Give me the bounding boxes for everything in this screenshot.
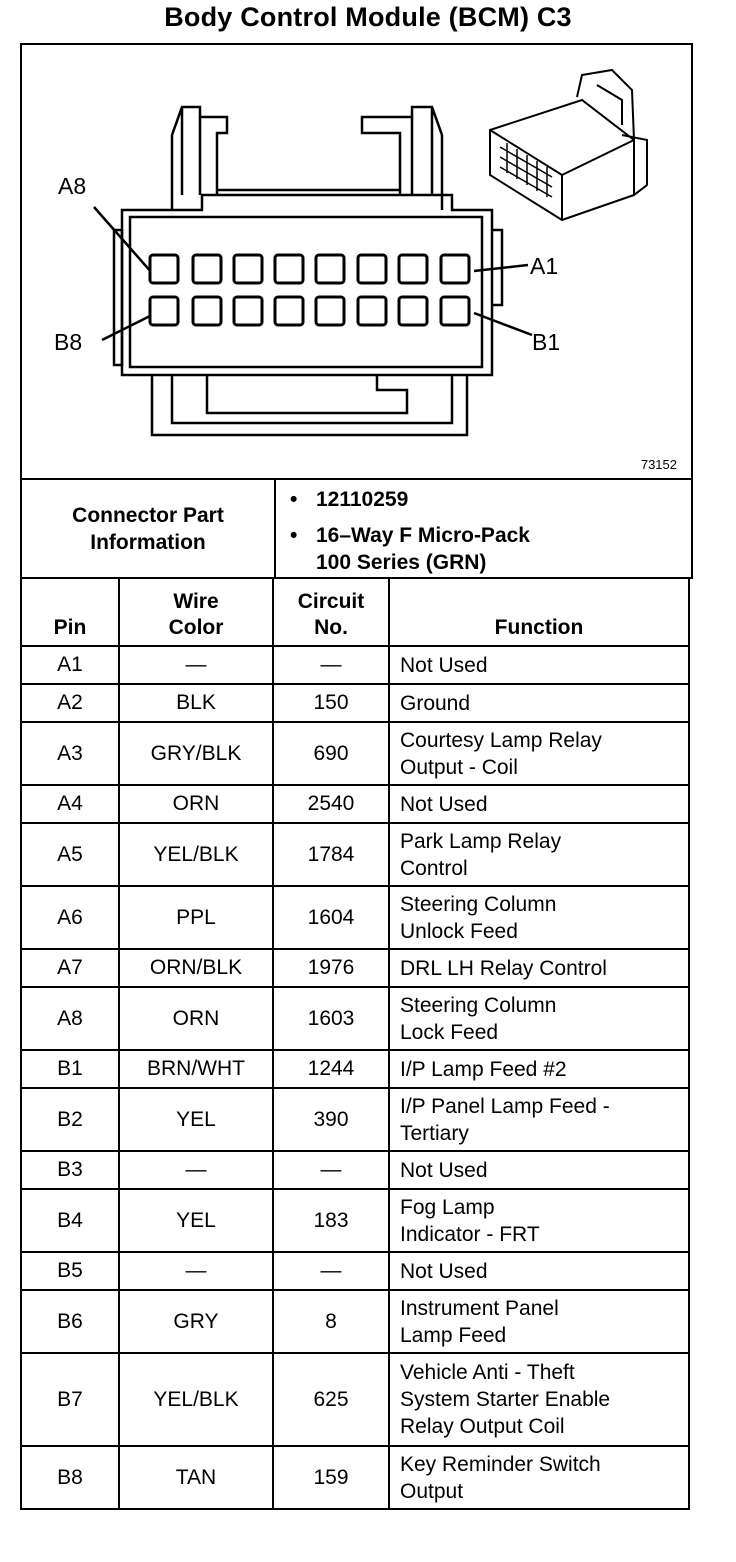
pin-cell: A6 bbox=[21, 886, 119, 949]
wire-color-cell: — bbox=[119, 1252, 273, 1290]
pin-cell: B2 bbox=[21, 1088, 119, 1151]
pin-cell: A5 bbox=[21, 823, 119, 886]
circuit-cell: 183 bbox=[273, 1189, 389, 1252]
label-a1: A1 bbox=[530, 253, 559, 279]
wire-color-cell: — bbox=[119, 1151, 273, 1189]
function-cell bbox=[389, 646, 689, 684]
page-title: Body Control Module (BCM) C3 bbox=[164, 2, 572, 32]
function-line: Not Used bbox=[400, 1158, 488, 1182]
function-line: Instrument Panel bbox=[400, 1296, 559, 1320]
function-line: Output - Coil bbox=[400, 755, 518, 779]
circuit-cell: 1244 bbox=[273, 1050, 389, 1088]
table-row bbox=[21, 1252, 689, 1290]
table-row bbox=[21, 684, 689, 722]
pin-cell: B6 bbox=[21, 1290, 119, 1353]
circuit-cell: 8 bbox=[273, 1290, 389, 1353]
pin-cell: A8 bbox=[21, 987, 119, 1050]
bullet-icon: • bbox=[290, 524, 298, 547]
table-row bbox=[21, 949, 689, 987]
circuit-cell: 159 bbox=[273, 1446, 389, 1509]
function-line: Vehicle Anti - Theft bbox=[400, 1361, 575, 1384]
header-function: Function bbox=[389, 578, 689, 646]
table-header-row bbox=[21, 578, 689, 646]
function-cell bbox=[389, 785, 689, 823]
function-line: Fog Lamp bbox=[400, 1195, 495, 1219]
circuit-cell: 390 bbox=[273, 1088, 389, 1151]
function-line: Unlock Feed bbox=[400, 919, 518, 943]
pinout-table bbox=[20, 577, 690, 1510]
function-line: Lock Feed bbox=[400, 1020, 499, 1044]
function-line: Relay Output Coil bbox=[400, 1415, 565, 1438]
circuit-cell: 1784 bbox=[273, 823, 389, 886]
function-line: Steering Column bbox=[400, 993, 557, 1017]
pin-cell: B1 bbox=[21, 1050, 119, 1088]
function-line: Courtesy Lamp Relay bbox=[400, 728, 602, 752]
table-row bbox=[21, 1290, 689, 1353]
pin-cell: A7 bbox=[21, 949, 119, 987]
function-cell bbox=[389, 1446, 689, 1509]
function-line: Key Reminder Switch bbox=[400, 1452, 601, 1476]
table-row bbox=[21, 823, 689, 886]
info-label-line2: Information bbox=[90, 530, 206, 554]
pin-cell: A4 bbox=[21, 785, 119, 823]
function-line: Indicator - FRT bbox=[400, 1222, 540, 1246]
info-label bbox=[22, 480, 276, 577]
pin-cell: B7 bbox=[21, 1353, 119, 1446]
table-row bbox=[21, 1189, 689, 1252]
connector-description-line2: 100 Series (GRN) bbox=[316, 551, 487, 574]
function-line: I/P Lamp Feed #2 bbox=[400, 1057, 567, 1081]
table-row bbox=[21, 785, 689, 823]
header-wire-color-line2: Color bbox=[168, 616, 224, 639]
bullet-icon: • bbox=[290, 488, 298, 511]
function-line: Park Lamp Relay bbox=[400, 829, 562, 853]
function-cell bbox=[389, 1151, 689, 1189]
header-pin: Pin bbox=[21, 578, 119, 646]
pin-cell: B5 bbox=[21, 1252, 119, 1290]
info-label-line1: Connector Part bbox=[72, 503, 224, 527]
label-a8: A8 bbox=[58, 173, 87, 199]
info-values bbox=[276, 480, 691, 577]
wire-color-cell: — bbox=[119, 646, 273, 684]
header-circuit bbox=[273, 578, 389, 646]
function-cell bbox=[389, 684, 689, 722]
function-line: System Starter Enable bbox=[400, 1388, 611, 1411]
wire-color-cell: GRY bbox=[119, 1290, 273, 1353]
wire-color-cell: PPL bbox=[119, 886, 273, 949]
function-line: Not Used bbox=[400, 1259, 488, 1283]
function-cell bbox=[389, 1050, 689, 1088]
circuit-cell: — bbox=[273, 646, 389, 684]
function-cell bbox=[389, 823, 689, 886]
function-cell bbox=[389, 987, 689, 1050]
header-circuit-line1: Circuit bbox=[297, 590, 365, 613]
wire-color-cell: BRN/WHT bbox=[119, 1050, 273, 1088]
circuit-cell: 625 bbox=[273, 1353, 389, 1446]
circuit-cell: 2540 bbox=[273, 785, 389, 823]
function-cell bbox=[389, 1088, 689, 1151]
pin-cell: B3 bbox=[21, 1151, 119, 1189]
function-line: Control bbox=[400, 856, 468, 880]
circuit-cell: — bbox=[273, 1151, 389, 1189]
connector-diagram bbox=[20, 43, 693, 478]
function-cell bbox=[389, 1290, 689, 1353]
wire-color-cell: YEL bbox=[119, 1189, 273, 1252]
header-wire-color-line1: Wire bbox=[173, 590, 219, 613]
label-b1: B1 bbox=[532, 329, 561, 355]
table-row bbox=[21, 1088, 689, 1151]
function-line: Ground bbox=[400, 691, 471, 715]
wire-color-cell: YEL bbox=[119, 1088, 273, 1151]
function-line: Output bbox=[400, 1479, 464, 1503]
function-line: Not Used bbox=[400, 792, 488, 816]
table-row bbox=[21, 646, 689, 684]
circuit-cell: 1604 bbox=[273, 886, 389, 949]
function-line: DRL LH Relay Control bbox=[400, 956, 607, 980]
wire-color-cell: ORN bbox=[119, 987, 273, 1050]
function-cell bbox=[389, 1252, 689, 1290]
pin-cell: A2 bbox=[21, 684, 119, 722]
pin-cell: A3 bbox=[21, 722, 119, 785]
pin-rows bbox=[21, 646, 689, 1509]
function-cell bbox=[389, 949, 689, 987]
table-row bbox=[21, 1151, 689, 1189]
pin-cell: A1 bbox=[21, 646, 119, 684]
wire-color-cell: TAN bbox=[119, 1446, 273, 1509]
table-row bbox=[21, 1050, 689, 1088]
table-row bbox=[21, 1446, 689, 1509]
function-line: I/P Panel Lamp Feed - bbox=[400, 1094, 610, 1118]
header-wire-color bbox=[119, 578, 273, 646]
connector-3d-icon bbox=[490, 70, 647, 220]
function-cell bbox=[389, 1353, 689, 1446]
connector-description-line1: 16–Way F Micro-Pack bbox=[316, 524, 530, 547]
wire-color-cell: YEL/BLK bbox=[119, 1353, 273, 1446]
function-cell bbox=[389, 1189, 689, 1252]
figure-number: 73152 bbox=[640, 457, 677, 472]
header-circuit-line2: No. bbox=[314, 616, 348, 639]
part-number: 12110259 bbox=[316, 488, 409, 511]
function-line: Tertiary bbox=[400, 1121, 469, 1145]
circuit-cell: 1976 bbox=[273, 949, 389, 987]
wire-color-cell: BLK bbox=[119, 684, 273, 722]
wire-color-cell: GRY/BLK bbox=[119, 722, 273, 785]
table-row bbox=[21, 987, 689, 1050]
table-row bbox=[21, 722, 689, 785]
pin-cell: B8 bbox=[21, 1446, 119, 1509]
connector-part-info bbox=[20, 478, 693, 579]
circuit-cell: 690 bbox=[273, 722, 389, 785]
function-line: Lamp Feed bbox=[400, 1323, 507, 1347]
circuit-cell: 150 bbox=[273, 684, 389, 722]
function-cell bbox=[389, 722, 689, 785]
circuit-cell: 1603 bbox=[273, 987, 389, 1050]
wire-color-cell: YEL/BLK bbox=[119, 823, 273, 886]
connector-drawing bbox=[22, 45, 693, 478]
table-row bbox=[21, 886, 689, 949]
label-b8: B8 bbox=[54, 329, 83, 355]
function-cell bbox=[389, 886, 689, 949]
wire-color-cell: ORN bbox=[119, 785, 273, 823]
function-line: Not Used bbox=[400, 653, 488, 677]
circuit-cell: — bbox=[273, 1252, 389, 1290]
pin-cell: B4 bbox=[21, 1189, 119, 1252]
table-row bbox=[21, 1353, 689, 1446]
wire-color-cell: ORN/BLK bbox=[119, 949, 273, 987]
function-line: Steering Column bbox=[400, 892, 557, 916]
